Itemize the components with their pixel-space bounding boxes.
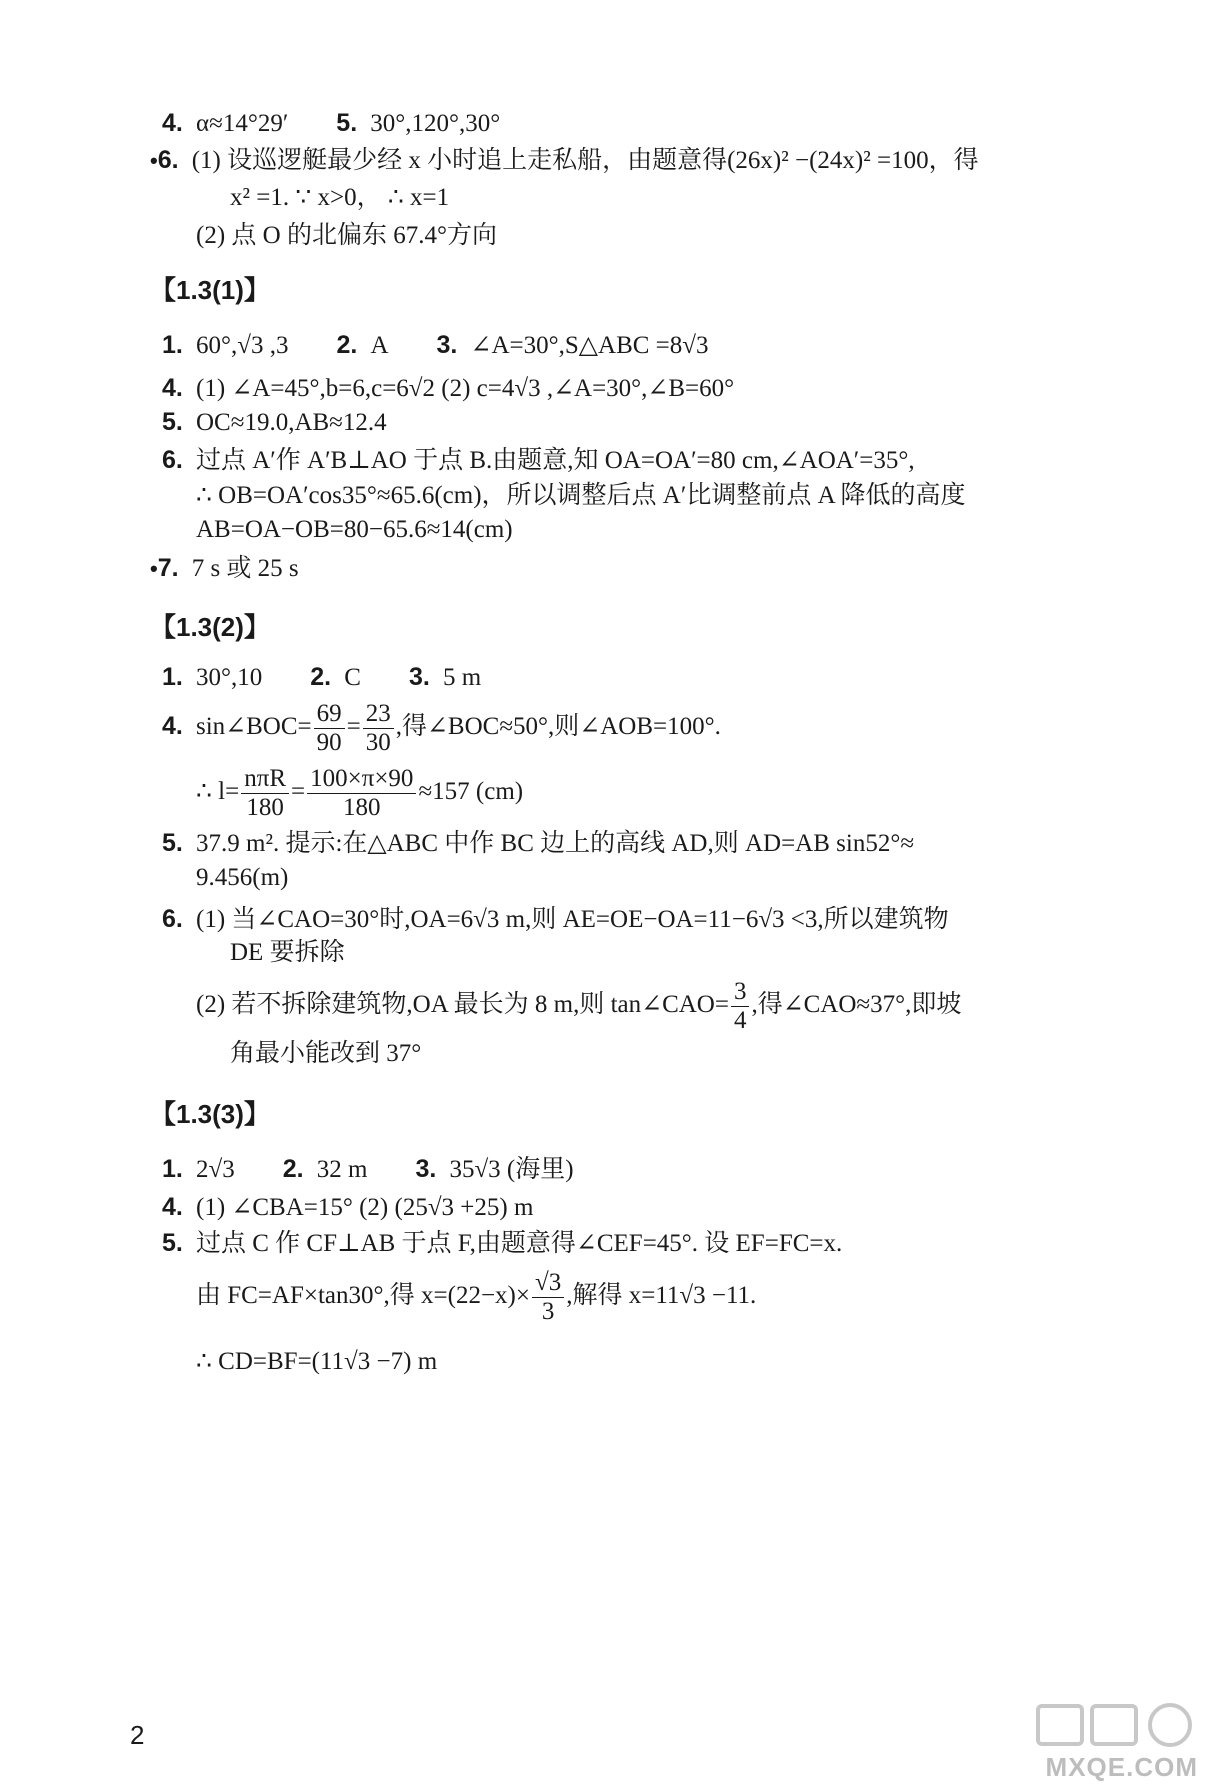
- answer-line-5b: [196, 1266, 756, 1326]
- answer-text: (1) 当∠CAO=30°时,OA=6√3 m,则 AE=OE−OA=11−6√3 <3,所以建筑物: [196, 906, 949, 933]
- answer-line-4b: ∴ l= $\frac{\text{nπR}}{180}$ = $\frac{100\times\pi\times 90}{180}$ ≈157 (cm): [196, 764, 524, 821]
- fraction: [307, 765, 416, 822]
- answer-text: 60°,√3 ,3: [196, 332, 289, 359]
- answer-text: 37.9 m². 提示:在△ABC 中作 BC 边上的高线 AD,则 AD=AB sin52°≈: [196, 830, 915, 857]
- answer-line-6-2: (2) 点 O 的北偏东 67.4°方向: [196, 222, 497, 249]
- denominator: 30: [365, 728, 391, 756]
- answer-text: 35√3 (海里): [449, 1156, 574, 1183]
- answer-text: ,得∠BOC≈50°,则∠AOB=100°.: [395, 713, 721, 740]
- q-number: 7.: [157, 554, 179, 582]
- answer-line-6-2: [196, 975, 961, 1035]
- q-number: 6.: [157, 146, 179, 174]
- fraction: [532, 1269, 564, 1326]
- fraction: [241, 765, 289, 822]
- numerator: 23: [363, 700, 394, 729]
- watermark-text: MXQE.COM: [1045, 1752, 1198, 1782]
- q-number: 2.: [310, 663, 332, 691]
- answer-text: 30°,120°,30°: [370, 110, 501, 137]
- answer-line-5: [162, 405, 387, 440]
- denominator: 4: [733, 1006, 747, 1034]
- answer-line-6-1b: DE 要拆除: [230, 939, 345, 966]
- answer-text: 5 m: [442, 664, 482, 691]
- answer-text: 由 FC=AF×tan30°,得 x=(22−x)×: [196, 1282, 530, 1309]
- answer-line-4: [162, 371, 734, 406]
- q-number: 6.: [162, 446, 183, 474]
- answer-text: 7 s 或 25 s: [191, 555, 299, 582]
- answer-line-6-1a: [162, 902, 949, 937]
- star-mark: •: [150, 556, 158, 581]
- answer-line-5a: [162, 1226, 842, 1261]
- answer-text: ∠A=30°,S△ABC =8√3: [470, 332, 709, 359]
- answer-text: 过点 C 作 CF⊥AB 于点 F,由题意得∠CEF=45°. 设 EF=FC=x.: [196, 1230, 843, 1257]
- q-number: 4.: [162, 109, 183, 137]
- answer-text: C: [344, 664, 361, 691]
- q-number: 5.: [336, 109, 358, 137]
- answer-text: 32 m: [316, 1156, 368, 1183]
- answer-line-5c: ∴ CD=BF=(11√3 −7) m: [196, 1348, 438, 1375]
- q-number: 4.: [162, 374, 183, 402]
- q-number: 1.: [162, 663, 183, 691]
- answer-text: ∴ l=: [196, 778, 240, 805]
- q-number: 5.: [162, 1229, 183, 1257]
- q-number: 6.: [162, 905, 183, 933]
- q-number: 3.: [408, 663, 430, 691]
- numerator: 3: [731, 978, 750, 1007]
- answer-text: α≈14°29′: [196, 110, 289, 137]
- numerator: 69: [314, 700, 345, 729]
- star-mark: •: [150, 148, 158, 173]
- fraction: [363, 700, 394, 757]
- section-heading-1-3-2: 【1.3(2)】: [150, 612, 270, 642]
- denominator: 90: [316, 728, 342, 756]
- q-number: 4.: [162, 712, 183, 740]
- answer-line-6b: ∴ OB=OA′cos35°≈65.6(cm)，所以调整后点 A′比调整前点 A 降低的高度: [196, 482, 966, 509]
- q-number: 5.: [162, 408, 183, 436]
- answer-text: (1) ∠A=45°,b=6,c=6√2 (2) c=4√3 ,∠A=30°,∠B=60°: [196, 375, 735, 402]
- answer-line-5b: 9.456(m): [196, 864, 289, 891]
- answer-text: ,解得 x=11√3 −11.: [566, 1282, 757, 1309]
- q-number: 3.: [415, 1155, 437, 1183]
- answer-text: (1) ∠CBA=15° (2) (25√3 +25) m: [196, 1194, 534, 1221]
- numerator: √3: [532, 1269, 564, 1298]
- answer-line-4-5: [162, 106, 500, 141]
- q-number: 2.: [336, 331, 358, 359]
- numerator: nπR: [241, 765, 289, 794]
- numerator: 100×π×90: [307, 765, 416, 794]
- page-number: 2: [130, 1720, 145, 1750]
- q-number: 2.: [282, 1155, 304, 1183]
- q-number: 5.: [162, 829, 183, 857]
- answer-text: ,得∠CAO≈37°,即坡: [751, 991, 962, 1018]
- denominator: 180: [246, 793, 284, 821]
- answer-line-5a: [162, 826, 914, 861]
- denominator: 3: [541, 1297, 555, 1325]
- answer-line-4: [162, 1190, 533, 1225]
- answer-text: (1) 设巡逻艇最少经 x 小时追上走私船，由题意得(26x)² −(24x)² =100，得: [191, 147, 979, 174]
- q-number: 1.: [162, 331, 183, 359]
- answer-text: sin∠BOC=: [196, 713, 312, 740]
- section-heading-1-3-3: 【1.3(3)】: [150, 1099, 270, 1129]
- answer-text: 2√3: [196, 1156, 235, 1183]
- answer-line-6-1a: [150, 143, 979, 178]
- q-number: 1.: [162, 1155, 183, 1183]
- answer-text: 过点 A′作 A′B⊥AO 于点 B.由题意,知 OA=OA′=80 cm,∠AOA′=35°,: [196, 447, 915, 474]
- answer-line-6c: AB=OA−OB=80−65.6≈14(cm): [196, 516, 513, 543]
- denominator: 180: [343, 793, 381, 821]
- answer-line-6-2b: 角最小能改到 37°: [230, 1040, 422, 1067]
- answer-line-7: [150, 551, 299, 586]
- fraction: [314, 700, 345, 757]
- q-number: 3.: [436, 331, 458, 359]
- fraction: [731, 978, 750, 1035]
- answer-line-1-2-3: [162, 660, 481, 695]
- answer-line-1-2-3: [162, 328, 708, 363]
- answer-text: ≈157 (cm): [418, 778, 524, 805]
- section-heading-1-3-1: 【1.3(1)】: [150, 275, 270, 305]
- answer-text: 30°,10: [196, 664, 263, 691]
- answer-line-6-1b: x² =1. ∵ x>0， ∴ x=1: [230, 184, 450, 211]
- answer-text: OC≈19.0,AB≈12.4: [196, 409, 387, 436]
- answer-line-1-2-3: [162, 1152, 574, 1187]
- answer-text: (2) 若不拆除建筑物,OA 最长为 8 m,则 tan∠CAO=: [196, 991, 729, 1018]
- answer-line-4: 4. sin∠BOC= $\frac{69}{90}$ = $\frac{23}{30}$ ,得∠BOC≈50°,则∠AOB=100°.: [162, 696, 721, 757]
- answer-text: A: [370, 332, 389, 359]
- answer-line-6a: [162, 443, 915, 478]
- q-number: 4.: [162, 1193, 183, 1221]
